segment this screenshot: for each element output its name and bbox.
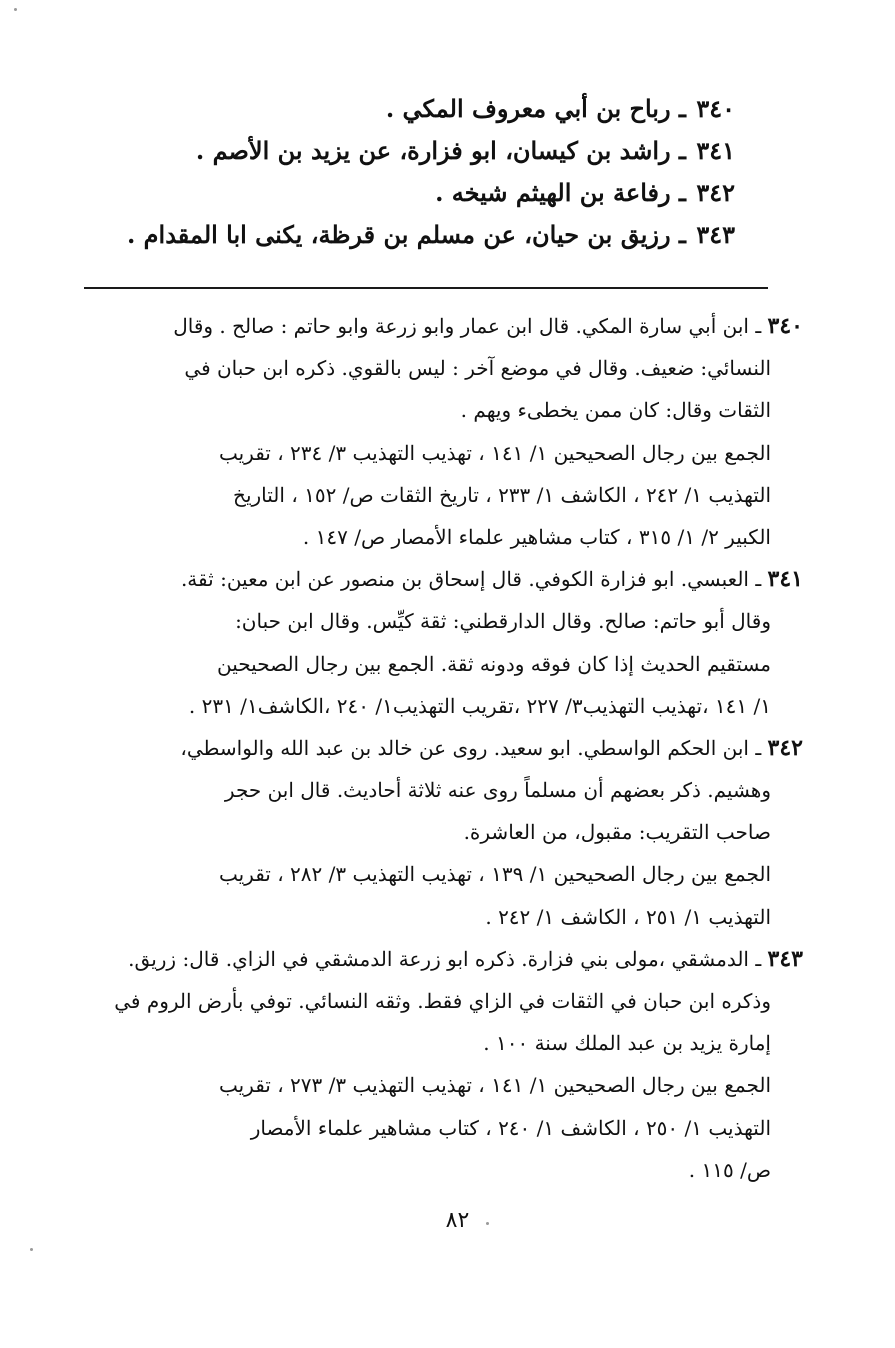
footnote-number: ٣٤٠ bbox=[767, 313, 803, 339]
footnote-text: ـ ابن الحكم الواسطي. ابو سعيد. روى عن خالد بن عبد الله والواسطي، bbox=[180, 735, 762, 760]
main-entry bbox=[175, 88, 735, 130]
footnotes-section bbox=[81, 305, 803, 1191]
footnote-line bbox=[81, 938, 803, 980]
footnote-line: مستقيم الحديث إذا كان فوقه ودونه ثقة. الجمع بين رجال الصحيحين bbox=[216, 651, 771, 676]
entry-number: ٣٤٣ bbox=[696, 220, 735, 249]
footnote-line: الجمع بين رجال الصحيحين ١/ ١٤١ ، تهذيب التهذيب ٣/ ٢٣٤ ، تقريب bbox=[218, 440, 771, 465]
footnote-line: وذكره ابن حبان في الثقات في الزاي فقط. وثقه النسائي. توفي بأرض الروم في bbox=[114, 989, 771, 1013]
footnote-number: ٣٤٢ bbox=[767, 734, 803, 761]
main-entry bbox=[126, 214, 735, 256]
entry-text: ـ رفاعة بن الهيثم شيخه . bbox=[435, 178, 686, 207]
footnote-line: النسائي: ضعيف. وقال في موضع آخر : ليس بالقوي. ذكره ابن حبان في bbox=[184, 356, 771, 381]
footnote-text: ـ العبسي. ابو فزارة الكوفي. قال إسحاق بن منصور عن ابن معين: ثقة. bbox=[180, 567, 762, 592]
footnote-number: ٣٤٣ bbox=[767, 945, 803, 972]
footnote-line: الجمع بين رجال الصحيحين ١/ ١٣٩ ، تهذيب التهذيب ٣/ ٢٨٢ ، تقريب bbox=[218, 862, 771, 887]
scan-speck bbox=[14, 8, 17, 11]
scan-speck bbox=[486, 1222, 489, 1225]
footnote-line: الجمع بين رجال الصحيحين ١/ ١٤١ ، تهذيب التهذيب ٣/ ٢٧٣ ، تقريب bbox=[218, 1073, 771, 1098]
footnote-line: وهشيم. ذكر بعضهم أن مسلماً روى عنه ثلاثة أحاديث. قال ابن حجر bbox=[224, 778, 771, 803]
main-entry bbox=[175, 172, 735, 214]
footnote-line bbox=[81, 727, 803, 769]
entry-number: ٣٤٠ bbox=[696, 94, 735, 123]
footnote-line: ١/ ١٤١ ،تهذيب التهذيب٣/ ٢٢٧ ،تقريب التهذيب١/ ٢٤٠ ،الكاشف١/ ٢٣١ . bbox=[188, 693, 771, 718]
footnote-343 bbox=[81, 938, 803, 1191]
footnote-line: ص/ ١١٥ . bbox=[688, 1157, 771, 1182]
entry-text: ـ راشد بن كيسان، ابو فزارة، عن يزيد بن الأصم . bbox=[195, 136, 686, 165]
main-entries-list bbox=[126, 88, 735, 256]
footnote-line: إمارة يزيد بن عبد الملك سنة ١٠٠ . bbox=[483, 1031, 771, 1056]
page-number: ٨٢ bbox=[445, 1208, 470, 1233]
footnote-number: ٣٤١ bbox=[767, 566, 803, 593]
footnote-text: ـ الدمشقي ،مولى بني فزارة. ذكره ابو زرعة الدمشقي في الزاي. قال: زريق. bbox=[128, 946, 762, 971]
footnote-342 bbox=[81, 727, 803, 938]
footnote-341 bbox=[81, 558, 803, 727]
footnote-line: التهذيب ١/ ٢٤٢ ، الكاشف ١/ ٢٣٣ ، تاريخ الثقات ص/ ١٥٢ ، التاريخ bbox=[233, 482, 771, 507]
footnote-line: وقال أبو حاتم: صالح. وقال الدارقطني: ثقة كيِّس. وقال ابن حبان: bbox=[235, 609, 771, 634]
footnote-text: ـ ابن أبي سارة المكي. قال ابن عمار وابو زرعة وابو حاتم : صالح . وقال bbox=[173, 314, 762, 338]
footnote-line bbox=[81, 305, 803, 347]
footnote-340 bbox=[81, 305, 803, 558]
footnote-divider bbox=[84, 287, 768, 289]
footnote-line: صاحب التقريب: مقبول، من العاشرة. bbox=[463, 820, 771, 845]
entry-text: ـ رزيق بن حيان، عن مسلم بن قرظة، يكنى ابا المقدام . bbox=[126, 220, 686, 249]
scan-speck bbox=[30, 1248, 33, 1251]
footnote-line: التهذيب ١/ ٢٥١ ، الكاشف ١/ ٢٤٢ . bbox=[485, 904, 771, 929]
footnote-line: التهذيب ١/ ٢٥٠ ، الكاشف ١/ ٢٤٠ ، كتاب مشاهير علماء الأمصار bbox=[250, 1115, 771, 1140]
footnote-line: الثقات وقال: كان ممن يخطىء ويهم . bbox=[460, 398, 771, 423]
footnote-line bbox=[81, 558, 803, 600]
footnote-line: الكبير ٢/ ١/ ٣١٥ ، كتاب مشاهير علماء الأمصار ص/ ١٤٧ . bbox=[302, 524, 771, 549]
entry-text: ـ رباح بن أبي معروف المكي . bbox=[385, 94, 686, 123]
entry-number: ٣٤٢ bbox=[696, 178, 735, 207]
main-entry bbox=[175, 130, 735, 172]
entry-number: ٣٤١ bbox=[696, 136, 735, 165]
